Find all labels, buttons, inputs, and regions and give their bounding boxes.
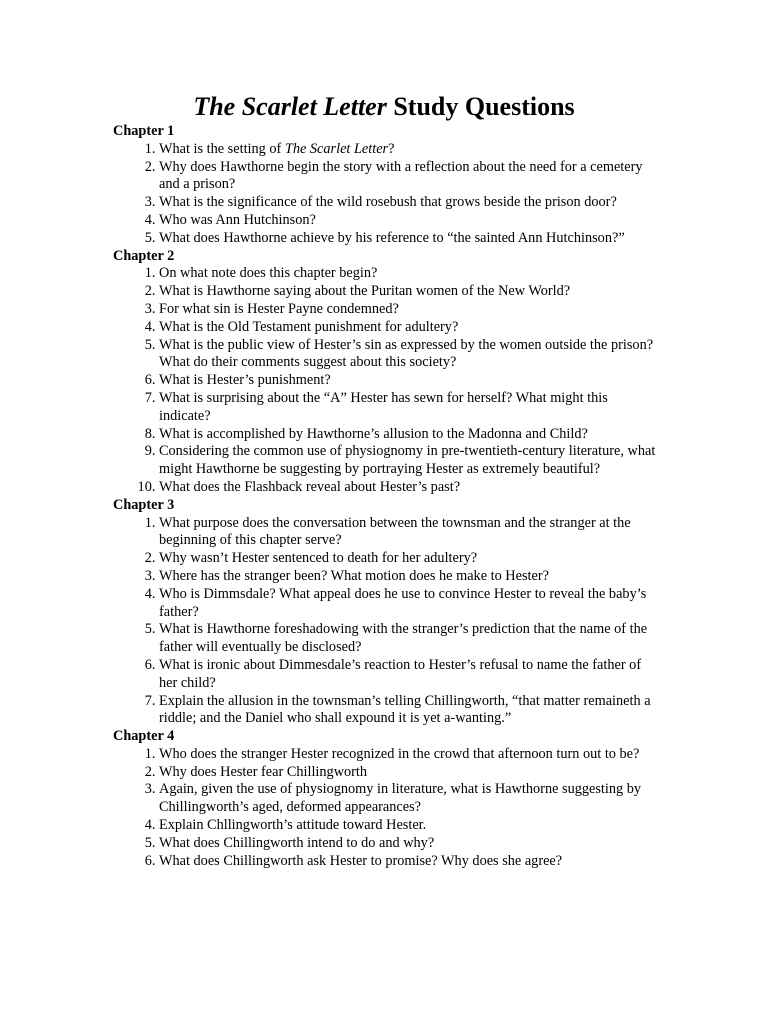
question-item <box>159 817 658 835</box>
question-text: Considering the common use of physiognomy in pre-twentieth-century literature, what might Hawthorne be suggesting by portraying Hester as extremely beautiful? <box>159 443 656 478</box>
question-text: Explain the allusion in the townsman’s telling Chillingworth, “that matter remaineth a riddle; and the Daniel who shall expound it is yet a-wanting.” <box>159 692 651 727</box>
chapter-section <box>113 123 658 248</box>
question-item <box>159 550 658 568</box>
question-item <box>159 853 658 871</box>
chapter-section <box>113 497 658 728</box>
question-text: What is ironic about Dimmesdale’s reaction to Hester’s refusal to name the father of her child? <box>159 656 642 691</box>
question-text: Who is Dimmsdale? What appeal does he use to convince Hester to reveal the baby’s father? <box>159 585 647 620</box>
question-item <box>159 212 658 230</box>
question-text: Who was Ann Hutchinson? <box>159 211 316 228</box>
question-item <box>159 746 658 764</box>
question-text: What does Hawthorne achieve by his reference to “the sainted Ann Hutchinson?” <box>159 229 625 246</box>
question-item <box>159 390 658 426</box>
title-rest: Study Questions <box>386 92 575 121</box>
question-list <box>113 515 658 729</box>
chapter-heading: Chapter 2 <box>113 247 175 264</box>
question-text: For what sin is Hester Payne condemned? <box>159 300 399 317</box>
question-item <box>159 426 658 444</box>
question-text: Explain Chllingworth’s attitude toward Hester. <box>159 817 427 834</box>
question-item <box>159 781 658 817</box>
question-content <box>113 123 658 870</box>
question-text: Why does Hawthorne begin the story with a reflection about the need for a cemetery and a prison? <box>159 158 643 193</box>
question-item <box>159 693 658 729</box>
question-item <box>159 194 658 212</box>
question-text: On what note does this chapter begin? <box>159 265 378 282</box>
question-item <box>159 372 658 390</box>
question-item <box>159 159 658 195</box>
question-text: What does Chillingworth intend to do and why? <box>159 834 435 851</box>
question-text: What does Chillingworth ask Hester to promise? Why does she agree? <box>159 852 563 869</box>
question-item <box>159 337 658 373</box>
question-item <box>159 515 658 551</box>
question-item <box>159 479 658 497</box>
chapter-heading: Chapter 4 <box>113 728 175 745</box>
question-item <box>159 657 658 693</box>
page-title <box>0 91 768 123</box>
question-item <box>159 319 658 337</box>
question-list <box>113 141 658 248</box>
chapter-heading: Chapter 3 <box>113 496 175 513</box>
question-item <box>159 586 658 622</box>
question-text: The Scarlet Letter <box>284 140 389 157</box>
question-text: What is accomplished by Hawthorne’s allusion to the Madonna and Child? <box>159 425 588 442</box>
question-text: What is surprising about the “A” Hester has sewn for herself? What might this indicate? <box>159 389 608 424</box>
question-item <box>159 835 658 853</box>
question-text: What is the public view of Hester’s sin as expressed by the women outside the prison? What do their comments suggest about this society? <box>159 336 654 371</box>
question-text: Why wasn’t Hester sentenced to death for her adultery? <box>159 550 478 567</box>
question-text: Who does the stranger Hester recognized in the crowd that afternoon turn out to be? <box>159 745 640 762</box>
question-item <box>159 568 658 586</box>
chapter-heading: Chapter 1 <box>113 123 175 139</box>
question-text: What purpose does the conversation between the townsman and the stranger at the beginning of this chapter serve? <box>159 514 631 549</box>
question-list <box>113 746 658 871</box>
question-text: What does the Flashback reveal about Hester’s past? <box>159 478 461 495</box>
question-text: What is the Old Testament punishment for adultery? <box>159 318 459 335</box>
question-list <box>113 265 658 496</box>
question-text: What is Hester’s punishment? <box>159 372 331 389</box>
question-text: What is Hawthorne saying about the Puritan women of the New World? <box>159 283 571 300</box>
question-text: Why does Hester fear Chillingworth <box>159 763 368 780</box>
question-text: ? <box>388 140 395 157</box>
question-text: What is the significance of the wild rosebush that grows beside the prison door? <box>159 194 617 211</box>
question-item <box>159 621 658 657</box>
question-item <box>159 764 658 782</box>
question-text: Again, given the use of physiognomy in literature, what is Hawthorne suggesting by Chillingworth’s aged, deformed appearances? <box>159 781 642 816</box>
chapter-section <box>113 248 658 497</box>
question-text: What is Hawthorne foreshadowing with the stranger’s prediction that the name of the father will eventually be disclosed? <box>159 621 648 656</box>
question-item <box>159 301 658 319</box>
question-text: Where has the stranger been? What motion does he make to Hester? <box>159 567 549 584</box>
question-item <box>159 230 658 248</box>
question-item <box>159 443 658 479</box>
question-item <box>159 283 658 301</box>
question-item <box>159 265 658 283</box>
title-book-name: The Scarlet Letter <box>193 92 387 121</box>
question-text: What is the setting of <box>159 140 285 157</box>
question-item <box>159 141 658 159</box>
chapter-section <box>113 728 658 870</box>
